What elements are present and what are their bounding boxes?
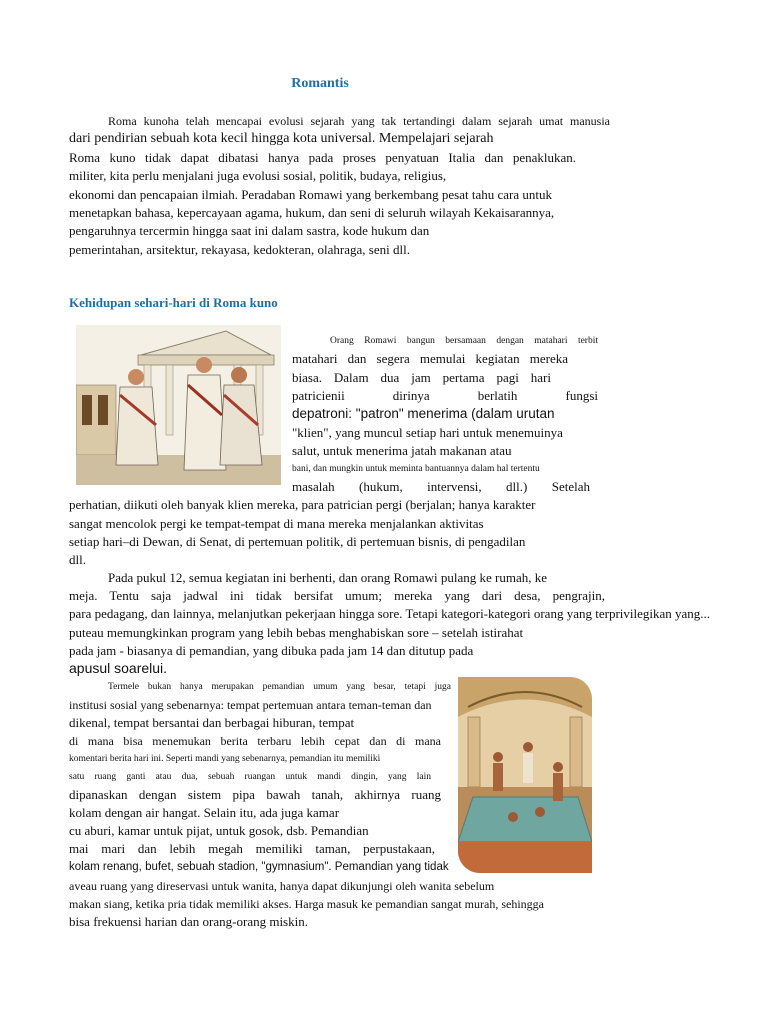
text-line: perhatian, diikuti oleh banyak klien mereka, para patrician pergi (berjalan; hanya karakter <box>69 497 536 512</box>
text-line: masalah (hukum, intervensi, dll.) Setelah <box>292 479 590 494</box>
text-line: pada jam - biasanya di pemandian, yang dibuka pada jam 14 dan ditutup pada <box>69 643 474 658</box>
text-line: mai mari dan lebih megah memiliki taman, perpustakaan, <box>69 841 435 856</box>
text-line: cu aburi, kamar untuk pijat, untuk gosok, dsb. Pemandian <box>69 823 369 838</box>
text-line: aveau ruang yang direservasi untuk wanita, hanya dapat dikunjungi oleh wanita sebelum <box>69 879 495 893</box>
roman-patricians-illustration <box>76 325 281 485</box>
text-line: apusul soarelui. <box>69 660 168 676</box>
text-line: kolam dengan air hangat. Selain itu, ada juga kamar <box>69 805 340 820</box>
text-line: Orang Romawi bangun bersamaan dengan matahari terbit <box>330 336 598 346</box>
intro-line: pemerintahan, arsitektur, rekayasa, kedokteran, olahraga, seni dll. <box>69 242 410 257</box>
intro-line: pengaruhnya tercermin hingga saat ini dalam sastra, kode hukum dan <box>69 223 430 238</box>
text-line: meja. Tentu saja jadwal ini tidak bersifat umum; mereka yang dari desa, pengrajin, <box>69 588 605 603</box>
intro-line: menetapkan bahasa, kepercayaan agama, hukum, dan seni di seluruh wilayah Kekaisarannya, <box>69 205 555 220</box>
text-line: patricienii dirinya berlatih fungsi <box>292 388 598 403</box>
intro-line: ekonomi dan pencapaian ilmiah. Peradaban Romawi yang berkembang pesat tahu cara untuk <box>69 187 552 202</box>
text-line: puteau memungkinkan program yang lebih bebas menghabiskan sore – setelah istirahat <box>69 625 524 640</box>
text-line: sangat mencolok pergi ke tempat-tempat di mana mereka menjalankan aktivitas <box>69 516 484 531</box>
text-line: salut, untuk menerima jatah makanan atau <box>292 443 512 458</box>
roman-bath-illustration <box>458 677 592 873</box>
text-line: di mana bisa menemukan berita terbaru lebih cepat dan di mana <box>69 734 441 748</box>
text-line: satu ruang ganti atau dua, sebuah ruangan untuk mandi dingin, yang lain <box>69 772 431 782</box>
text-line: biasa. Dalam dua jam pertama pagi hari <box>292 370 551 385</box>
text-line: setiap hari–di Dewan, di Senat, di pertemuan politik, di pertemuan bisnis, di pengadilan <box>69 534 526 549</box>
text-line: dipanaskan dengan sistem pipa bawah tanah, akhirnya ruang <box>69 787 441 802</box>
intro-line: Roma kunoha telah mencapai evolusi sejarah yang tak tertandingi dalam sejarah umat manusia <box>108 114 610 128</box>
text-line: komentari berita hari ini. Seperti mandi yang sebenarnya, pemandian itu memiliki <box>69 754 381 764</box>
text-line: Termele bukan hanya merupakan pemandian umum yang besar, tetapi juga <box>108 682 451 692</box>
text-line: bisa frekuensi harian dan orang-orang miskin. <box>69 914 308 929</box>
text-line: depatroni: "patron" menerima (dalam urutan <box>292 406 555 421</box>
text-line: makan siang, ketika pria tidak memiliki akses. Harga masuk ke pemandian sangat murah, sehingga <box>69 897 544 911</box>
text-line: dll. <box>69 552 86 567</box>
intro-line: Roma kuno tidak dapat dibatasi hanya pada proses penyatuan Italia dan penaklukan. <box>69 150 576 165</box>
text-line: bani, dan mungkin untuk meminta bantuannya dalam hal tertentu <box>292 464 540 474</box>
text-line: matahari dan segera memulai kegiatan mereka <box>292 351 568 366</box>
section-heading: Kehidupan sehari-hari di Roma kuno <box>69 295 278 310</box>
text-line: "klien", yang muncul setiap hari untuk menemuinya <box>292 425 563 440</box>
text-line: dikenal, tempat bersantai dan berbagai hiburan, tempat <box>69 715 355 730</box>
text-line: Pada pukul 12, semua kegiatan ini berhenti, dan orang Romawi pulang ke rumah, ke <box>108 570 547 585</box>
text-line: institusi sosial yang sebenarnya: tempat pertemuan antara teman-teman dan <box>69 698 432 712</box>
text-line: kolam renang, bufet, sebuah stadion, "gymnasium". Pemandian yang tidak <box>69 861 449 873</box>
intro-line: militer, kita perlu menjalani juga evolusi sosial, politik, budaya, religius, <box>69 168 447 183</box>
text-line: para pedagang, dan lainnya, melanjutkan pekerjaan hingga sore. Tetapi kategori-kategori orang yang terprivilegikan yang... <box>69 606 711 621</box>
intro-line: dari pendirian sebuah kota kecil hingga kota universal. Mempelajari sejarah <box>69 131 494 146</box>
doc-title: Romantis <box>291 76 349 91</box>
